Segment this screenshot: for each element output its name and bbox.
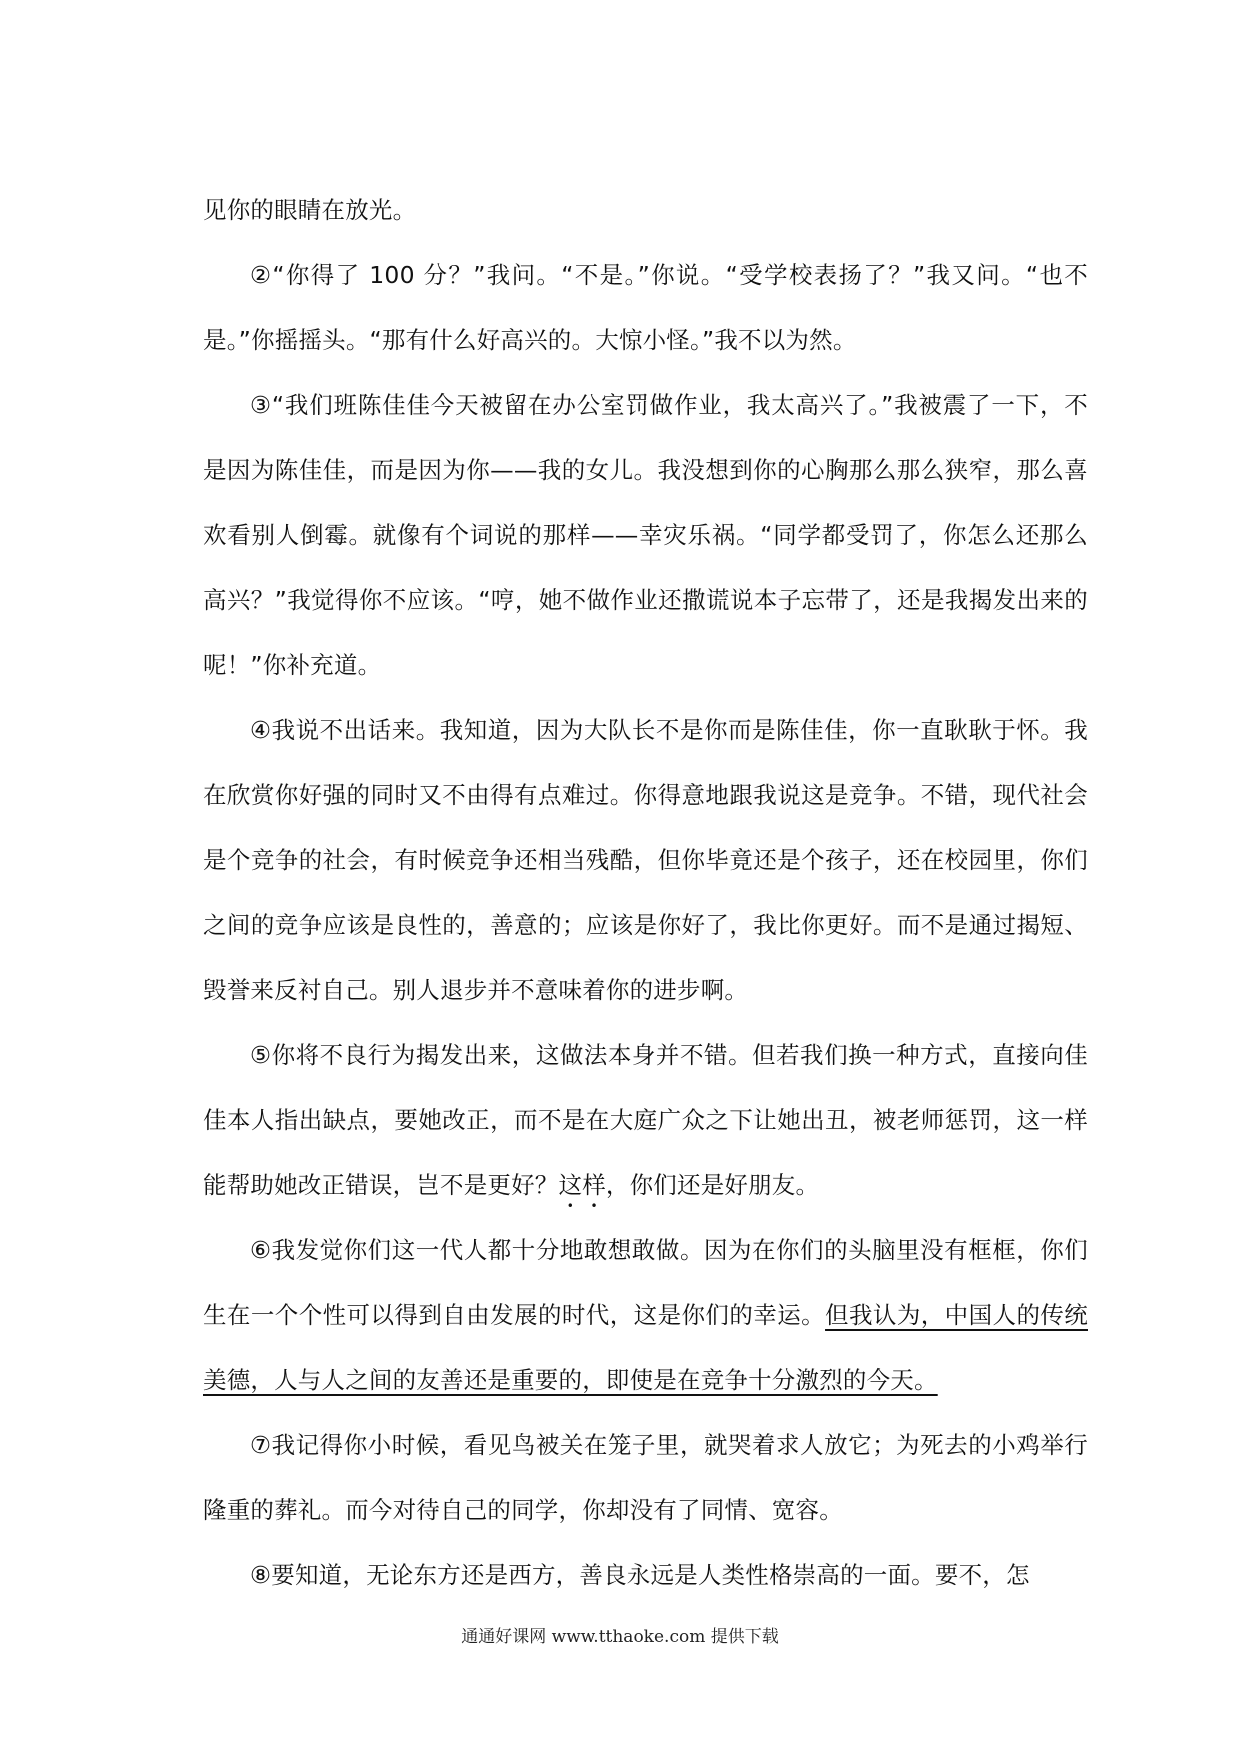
paragraph-7 (203, 1413, 1088, 1543)
paragraph-text: ，你们还是好朋友。 (605, 1171, 820, 1199)
paragraph-4 (203, 698, 1088, 1023)
article-body (203, 178, 1088, 1608)
paragraph-6 (203, 1218, 1088, 1413)
emphasized-word: 这样 (558, 1171, 606, 1199)
paragraph-text: ⑥我发觉你们这一代人都十分地敢想敢做。因为在你们的头脑里没有框框，你们生在一个个性可以得到自由发展的时代，这是你们的幸运。 (203, 1236, 1088, 1329)
paragraph-3 (203, 373, 1088, 698)
paragraph-text: ③“我们班陈佳佳今天被留在办公室罚做作业，我太高兴了。”我被震了一下，不是因为陈佳佳，而是因为你——我的女儿。我没想到你的心胸那么那么狭窄，那么喜欢看别人倒霉。就像有个词说的那样——幸灾乐祸。“同学都受罚了，你怎么还那么高兴？”我觉得你不应该。“哼，她不做作业还撒谎说本子忘带了，还是我揭发出来的呢！”你补充道。 (203, 391, 1088, 679)
underlined-sentence: 但我认为，中国人的传统美德，人与人之间的友善还是重要的，即使是在竞争十分激烈的今天。 (203, 1301, 1088, 1394)
paragraph-8 (203, 1543, 1088, 1608)
paragraph-text: ⑤你将不良行为揭发出来，这做法本身并不错。但若我们换一种方式，直接向佳佳本人指出缺点，要她改正，而不是在大庭广众之下让她出丑，被老师惩罚，这一样能帮助她改正错误，岂不是更好？ (203, 1041, 1088, 1199)
paragraph-5 (203, 1023, 1088, 1218)
paragraph-text: 见你的眼睛在放光。 (203, 196, 417, 224)
paragraph-2 (203, 243, 1088, 373)
paragraph-continued (203, 178, 1088, 243)
footer-text: 通通好课网 www.tthaoke.com 提供下载 (461, 1627, 779, 1647)
paragraph-text: ④我说不出话来。我知道，因为大队长不是你而是陈佳佳，你一直耿耿于怀。我在欣赏你好强的同时又不由得有点难过。你得意地跟我说这是竞争。不错，现代社会是个竞争的社会，有时候竞争还相当残酷，但你毕竟还是个孩子，还在校园里，你们之间的竞争应该是良性的，善意的；应该是你好了，我比你更好。而不是通过揭短、毁誉来反衬自己。别人退步并不意味着你的进步啊。 (203, 716, 1088, 1004)
paragraph-text: ⑧要知道，无论东方还是西方，善良永远是人类性格崇高的一面。要不，怎 (250, 1561, 1030, 1589)
page-footer (0, 1622, 1240, 1647)
paragraph-text: ②“你得了 100 分？”我问。“不是。”你说。“受学校表扬了？”我又问。“也不是。”你摇摇头。“那有什么好高兴的。大惊小怪。”我不以为然。 (203, 261, 1088, 354)
paragraph-text: ⑦我记得你小时候，看见鸟被关在笼子里，就哭着求人放它；为死去的小鸡举行隆重的葬礼。而今对待自己的同学，你却没有了同情、宽容。 (203, 1431, 1088, 1524)
